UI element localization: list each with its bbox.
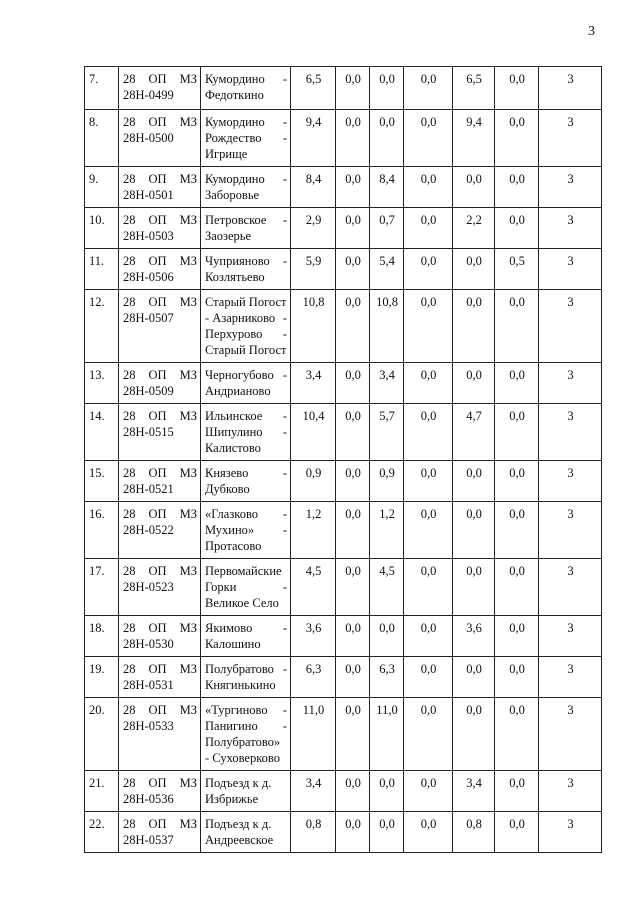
road-code-part: ОП	[148, 662, 167, 676]
road-code-part: 28	[123, 72, 136, 86]
value-col-4: 2,2	[453, 208, 495, 249]
value-col-4: 6,5	[453, 67, 495, 110]
value-col-5: 0,0	[495, 67, 539, 110]
total-length: 1,2	[291, 502, 336, 559]
road-code-cell	[119, 771, 201, 812]
road-name-line: Калистово	[205, 441, 261, 455]
road-code-prefix	[123, 620, 197, 636]
road-code-part: ОП	[148, 115, 167, 129]
table-row	[85, 110, 602, 167]
road-code-id: 28Н-0509	[123, 384, 174, 398]
table-row	[85, 290, 602, 363]
road-code-prefix	[123, 465, 197, 481]
total-length: 4,5	[291, 559, 336, 616]
value-col-3: 0,0	[404, 363, 453, 404]
road-name-line: Рождество -	[205, 131, 287, 145]
table-row	[85, 698, 602, 771]
road-code-id: 28Н-0521	[123, 482, 174, 496]
road-code-part: ОП	[148, 776, 167, 790]
value-col-2: 11,0	[370, 698, 404, 771]
value-col-4: 0,0	[453, 249, 495, 290]
road-code-part: ОП	[148, 507, 167, 521]
road-code-part: МЗ	[179, 662, 197, 676]
road-code-part: МЗ	[179, 776, 197, 790]
road-code-cell	[119, 363, 201, 404]
value-col-2: 8,4	[370, 167, 404, 208]
road-name-line: «Глазково -	[205, 507, 287, 521]
value-col-1: 0,0	[336, 812, 370, 853]
value-col-4: 0,0	[453, 502, 495, 559]
road-name-line: Шипулино -	[205, 425, 287, 439]
road-name-line: Дубково	[205, 482, 250, 496]
category: 3	[539, 771, 602, 812]
road-name-line: Мухино» -	[205, 523, 287, 537]
value-col-4: 0,0	[453, 657, 495, 698]
road-code-id: 28Н-0537	[123, 833, 174, 847]
value-col-3: 0,0	[404, 812, 453, 853]
road-code-prefix	[123, 775, 197, 791]
road-name-cell	[201, 657, 291, 698]
road-code-prefix	[123, 114, 197, 130]
road-name-line: Первомайские	[205, 564, 282, 578]
value-col-5: 0,0	[495, 657, 539, 698]
value-col-4: 0,0	[453, 290, 495, 363]
road-name-cell	[201, 461, 291, 502]
row-number: 16.	[85, 502, 119, 559]
value-col-4: 0,0	[453, 363, 495, 404]
road-code-part: 28	[123, 295, 136, 309]
road-code-part: МЗ	[179, 621, 197, 635]
total-length: 2,9	[291, 208, 336, 249]
road-code-part: МЗ	[179, 703, 197, 717]
road-code-part: ОП	[148, 213, 167, 227]
road-name-line: Кумордино -	[205, 172, 287, 186]
row-number: 14.	[85, 404, 119, 461]
value-col-2: 0,0	[370, 67, 404, 110]
road-name-line: Калошино	[205, 637, 261, 651]
value-col-3: 0,0	[404, 698, 453, 771]
value-col-3: 0,0	[404, 208, 453, 249]
row-number: 15.	[85, 461, 119, 502]
total-length: 11,0	[291, 698, 336, 771]
category: 3	[539, 67, 602, 110]
value-col-5: 0,0	[495, 559, 539, 616]
road-name-line: Андреевское	[205, 833, 274, 847]
value-col-4: 9,4	[453, 110, 495, 167]
road-code-part: МЗ	[179, 172, 197, 186]
road-name-line: Петровское -	[205, 213, 287, 227]
road-name-cell	[201, 363, 291, 404]
total-length: 5,9	[291, 249, 336, 290]
value-col-5: 0,0	[495, 110, 539, 167]
road-code-prefix	[123, 408, 197, 424]
road-code-cell	[119, 559, 201, 616]
total-length: 3,6	[291, 616, 336, 657]
road-code-part: ОП	[148, 72, 167, 86]
road-code-prefix	[123, 71, 197, 87]
value-col-1: 0,0	[336, 502, 370, 559]
road-code-id: 28Н-0507	[123, 311, 174, 325]
value-col-5: 0,0	[495, 404, 539, 461]
road-name-cell	[201, 771, 291, 812]
road-code-cell	[119, 616, 201, 657]
road-code-prefix	[123, 212, 197, 228]
road-code-cell	[119, 812, 201, 853]
road-name-cell	[201, 502, 291, 559]
road-code-id: 28Н-0500	[123, 131, 174, 145]
road-code-part: 28	[123, 466, 136, 480]
row-number: 7.	[85, 67, 119, 110]
value-col-1: 0,0	[336, 67, 370, 110]
row-number: 19.	[85, 657, 119, 698]
value-col-1: 0,0	[336, 404, 370, 461]
road-code-part: 28	[123, 115, 136, 129]
row-number: 20.	[85, 698, 119, 771]
road-name-cell	[201, 404, 291, 461]
value-col-4: 4,7	[453, 404, 495, 461]
table-row	[85, 461, 602, 502]
value-col-2: 4,5	[370, 559, 404, 616]
road-name-line: Ильинское -	[205, 409, 287, 423]
road-name-line: Заозерье	[205, 229, 252, 243]
road-code-part: ОП	[148, 564, 167, 578]
value-col-5: 0,0	[495, 812, 539, 853]
value-col-2: 0,0	[370, 812, 404, 853]
value-col-5: 0,0	[495, 208, 539, 249]
road-code-part: МЗ	[179, 817, 197, 831]
road-name-cell	[201, 616, 291, 657]
road-code-cell	[119, 698, 201, 771]
total-length: 3,4	[291, 363, 336, 404]
road-name-line: Великое Село	[205, 596, 279, 610]
road-code-cell	[119, 290, 201, 363]
table-row	[85, 404, 602, 461]
road-name-line: Перхурово -	[205, 327, 287, 341]
road-code-cell	[119, 502, 201, 559]
table-row	[85, 559, 602, 616]
road-name-line: Полубратово -	[205, 662, 287, 676]
road-code-part: 28	[123, 817, 136, 831]
category: 3	[539, 110, 602, 167]
value-col-1: 0,0	[336, 249, 370, 290]
category: 3	[539, 404, 602, 461]
road-code-part: МЗ	[179, 507, 197, 521]
value-col-4: 0,0	[453, 167, 495, 208]
total-length: 10,4	[291, 404, 336, 461]
total-length: 10,8	[291, 290, 336, 363]
category: 3	[539, 249, 602, 290]
road-code-cell	[119, 67, 201, 110]
value-col-2: 0,0	[370, 110, 404, 167]
value-col-1: 0,0	[336, 363, 370, 404]
value-col-5: 0,0	[495, 461, 539, 502]
road-code-part: 28	[123, 409, 136, 423]
value-col-4: 0,8	[453, 812, 495, 853]
road-code-part: 28	[123, 254, 136, 268]
value-col-2: 5,4	[370, 249, 404, 290]
category: 3	[539, 363, 602, 404]
road-code-part: ОП	[148, 172, 167, 186]
road-code-prefix	[123, 367, 197, 383]
row-number: 13.	[85, 363, 119, 404]
road-code-part: МЗ	[179, 409, 197, 423]
value-col-5: 0,0	[495, 616, 539, 657]
value-col-3: 0,0	[404, 502, 453, 559]
value-col-2: 6,3	[370, 657, 404, 698]
road-name-cell	[201, 698, 291, 771]
value-col-5: 0,0	[495, 698, 539, 771]
road-code-part: 28	[123, 621, 136, 635]
road-name-line: Кумордино -	[205, 72, 287, 86]
value-col-3: 0,0	[404, 67, 453, 110]
road-code-part: МЗ	[179, 295, 197, 309]
total-length: 8,4	[291, 167, 336, 208]
value-col-3: 0,0	[404, 771, 453, 812]
page-number: 3	[588, 24, 595, 39]
road-code-prefix	[123, 816, 197, 832]
road-code-id: 28Н-0523	[123, 580, 174, 594]
value-col-1: 0,0	[336, 110, 370, 167]
category: 3	[539, 812, 602, 853]
value-col-4: 0,0	[453, 559, 495, 616]
category: 3	[539, 657, 602, 698]
value-col-1: 0,0	[336, 559, 370, 616]
table-row	[85, 208, 602, 249]
value-col-2: 0,0	[370, 771, 404, 812]
value-col-3: 0,0	[404, 616, 453, 657]
road-name-cell	[201, 110, 291, 167]
value-col-5: 0,0	[495, 167, 539, 208]
road-code-part: 28	[123, 564, 136, 578]
road-name-line: Старый Погост	[205, 343, 287, 357]
road-name-line: Полубратово»	[205, 735, 281, 749]
road-code-part: ОП	[148, 621, 167, 635]
road-code-prefix	[123, 506, 197, 522]
table-row	[85, 771, 602, 812]
road-name-line: Заборовье	[205, 188, 260, 202]
road-code-prefix	[123, 661, 197, 677]
road-name-line: Якимово -	[205, 621, 287, 635]
total-length: 6,3	[291, 657, 336, 698]
value-col-4: 0,0	[453, 698, 495, 771]
road-code-id: 28Н-0531	[123, 678, 174, 692]
road-code-part: ОП	[148, 254, 167, 268]
table-row	[85, 812, 602, 853]
road-code-part: ОП	[148, 295, 167, 309]
road-name-line: Черногубово -	[205, 368, 287, 382]
road-name-line: Старый Погост	[205, 295, 287, 309]
road-code-cell	[119, 249, 201, 290]
road-code-part: 28	[123, 368, 136, 382]
value-col-4: 0,0	[453, 461, 495, 502]
value-col-3: 0,0	[404, 290, 453, 363]
value-col-5: 0,5	[495, 249, 539, 290]
road-name-line: Горки -	[205, 580, 287, 594]
road-code-id: 28Н-0501	[123, 188, 174, 202]
road-name-line: Андрианово	[205, 384, 271, 398]
road-code-part: 28	[123, 662, 136, 676]
total-length: 0,8	[291, 812, 336, 853]
road-name-line: Козлятьево	[205, 270, 265, 284]
category: 3	[539, 208, 602, 249]
value-col-3: 0,0	[404, 249, 453, 290]
row-number: 21.	[85, 771, 119, 812]
value-col-1: 0,0	[336, 290, 370, 363]
road-name-line: Игрище	[205, 147, 248, 161]
road-code-cell	[119, 404, 201, 461]
value-col-3: 0,0	[404, 657, 453, 698]
value-col-2: 3,4	[370, 363, 404, 404]
value-col-1: 0,0	[336, 208, 370, 249]
road-name-line: Федоткино	[205, 88, 264, 102]
road-code-cell	[119, 657, 201, 698]
road-name-line: Протасово	[205, 539, 262, 553]
value-col-1: 0,0	[336, 167, 370, 208]
category: 3	[539, 698, 602, 771]
value-col-2: 0,9	[370, 461, 404, 502]
road-code-part: 28	[123, 507, 136, 521]
road-name-cell	[201, 67, 291, 110]
road-code-part: МЗ	[179, 115, 197, 129]
road-code-part: 28	[123, 703, 136, 717]
road-code-prefix	[123, 171, 197, 187]
value-col-5: 0,0	[495, 363, 539, 404]
road-code-id: 28Н-0533	[123, 719, 174, 733]
value-col-1: 0,0	[336, 657, 370, 698]
road-code-id: 28Н-0499	[123, 88, 174, 102]
row-number: 22.	[85, 812, 119, 853]
value-col-2: 0,0	[370, 616, 404, 657]
road-code-part: ОП	[148, 409, 167, 423]
row-number: 17.	[85, 559, 119, 616]
road-code-part: ОП	[148, 466, 167, 480]
value-col-4: 3,6	[453, 616, 495, 657]
category: 3	[539, 290, 602, 363]
total-length: 9,4	[291, 110, 336, 167]
category: 3	[539, 616, 602, 657]
table-row	[85, 363, 602, 404]
road-code-part: МЗ	[179, 368, 197, 382]
value-col-1: 0,0	[336, 461, 370, 502]
road-code-id: 28Н-0530	[123, 637, 174, 651]
road-code-part: 28	[123, 172, 136, 186]
row-number: 12.	[85, 290, 119, 363]
table-row	[85, 657, 602, 698]
row-number: 10.	[85, 208, 119, 249]
table-row	[85, 249, 602, 290]
road-name-cell	[201, 290, 291, 363]
road-name-line: Князево -	[205, 466, 287, 480]
road-name-line: Чуприяново -	[205, 254, 287, 268]
table-row	[85, 167, 602, 208]
road-name-line: Панигино -	[205, 719, 287, 733]
value-col-5: 0,0	[495, 290, 539, 363]
road-code-id: 28Н-0515	[123, 425, 174, 439]
road-code-part: МЗ	[179, 466, 197, 480]
table-body	[85, 67, 602, 853]
road-code-part: МЗ	[179, 72, 197, 86]
value-col-2: 5,7	[370, 404, 404, 461]
category: 3	[539, 559, 602, 616]
road-code-cell	[119, 208, 201, 249]
row-number: 11.	[85, 249, 119, 290]
value-col-3: 0,0	[404, 461, 453, 502]
road-code-id: 28Н-0503	[123, 229, 174, 243]
value-col-5: 0,0	[495, 771, 539, 812]
road-code-part: ОП	[148, 703, 167, 717]
road-code-id: 28Н-0522	[123, 523, 174, 537]
road-code-prefix	[123, 702, 197, 718]
value-col-3: 0,0	[404, 167, 453, 208]
road-code-part: МЗ	[179, 254, 197, 268]
road-name-line: Подъезд к д.	[205, 817, 272, 831]
road-name-line: Подъезд к д.	[205, 776, 272, 790]
road-code-prefix	[123, 294, 197, 310]
table-row	[85, 502, 602, 559]
value-col-2: 10,8	[370, 290, 404, 363]
value-col-2: 1,2	[370, 502, 404, 559]
value-col-4: 3,4	[453, 771, 495, 812]
road-code-id: 28Н-0506	[123, 270, 174, 284]
road-name-cell	[201, 249, 291, 290]
road-code-cell	[119, 461, 201, 502]
road-name-line: - Суховерково	[205, 751, 280, 765]
row-number: 8.	[85, 110, 119, 167]
value-col-1: 0,0	[336, 771, 370, 812]
value-col-1: 0,0	[336, 616, 370, 657]
value-col-3: 0,0	[404, 404, 453, 461]
road-name-cell	[201, 208, 291, 249]
road-code-part: ОП	[148, 817, 167, 831]
road-name-cell	[201, 812, 291, 853]
road-name-line: Кумордино -	[205, 115, 287, 129]
total-length: 6,5	[291, 67, 336, 110]
road-code-cell	[119, 110, 201, 167]
road-code-part: 28	[123, 213, 136, 227]
table-row	[85, 616, 602, 657]
value-col-1: 0,0	[336, 698, 370, 771]
road-code-prefix	[123, 253, 197, 269]
road-name-line: «Тургиново -	[205, 703, 287, 717]
road-code-id: 28Н-0536	[123, 792, 174, 806]
road-name-cell	[201, 167, 291, 208]
category: 3	[539, 167, 602, 208]
row-number: 9.	[85, 167, 119, 208]
total-length: 0,9	[291, 461, 336, 502]
road-name-line: Княгинькино	[205, 678, 276, 692]
road-code-cell	[119, 167, 201, 208]
value-col-2: 0,7	[370, 208, 404, 249]
road-code-prefix	[123, 563, 197, 579]
roads-table	[84, 66, 602, 853]
category: 3	[539, 461, 602, 502]
table-row	[85, 67, 602, 110]
road-code-part: ОП	[148, 368, 167, 382]
total-length: 3,4	[291, 771, 336, 812]
road-name-line: - Азарниково -	[205, 311, 287, 325]
value-col-5: 0,0	[495, 502, 539, 559]
category: 3	[539, 502, 602, 559]
road-code-part: 28	[123, 776, 136, 790]
road-name-cell	[201, 559, 291, 616]
road-name-line: Избрижье	[205, 792, 259, 806]
row-number: 18.	[85, 616, 119, 657]
value-col-3: 0,0	[404, 110, 453, 167]
road-code-part: МЗ	[179, 213, 197, 227]
value-col-3: 0,0	[404, 559, 453, 616]
road-code-part: МЗ	[179, 564, 197, 578]
